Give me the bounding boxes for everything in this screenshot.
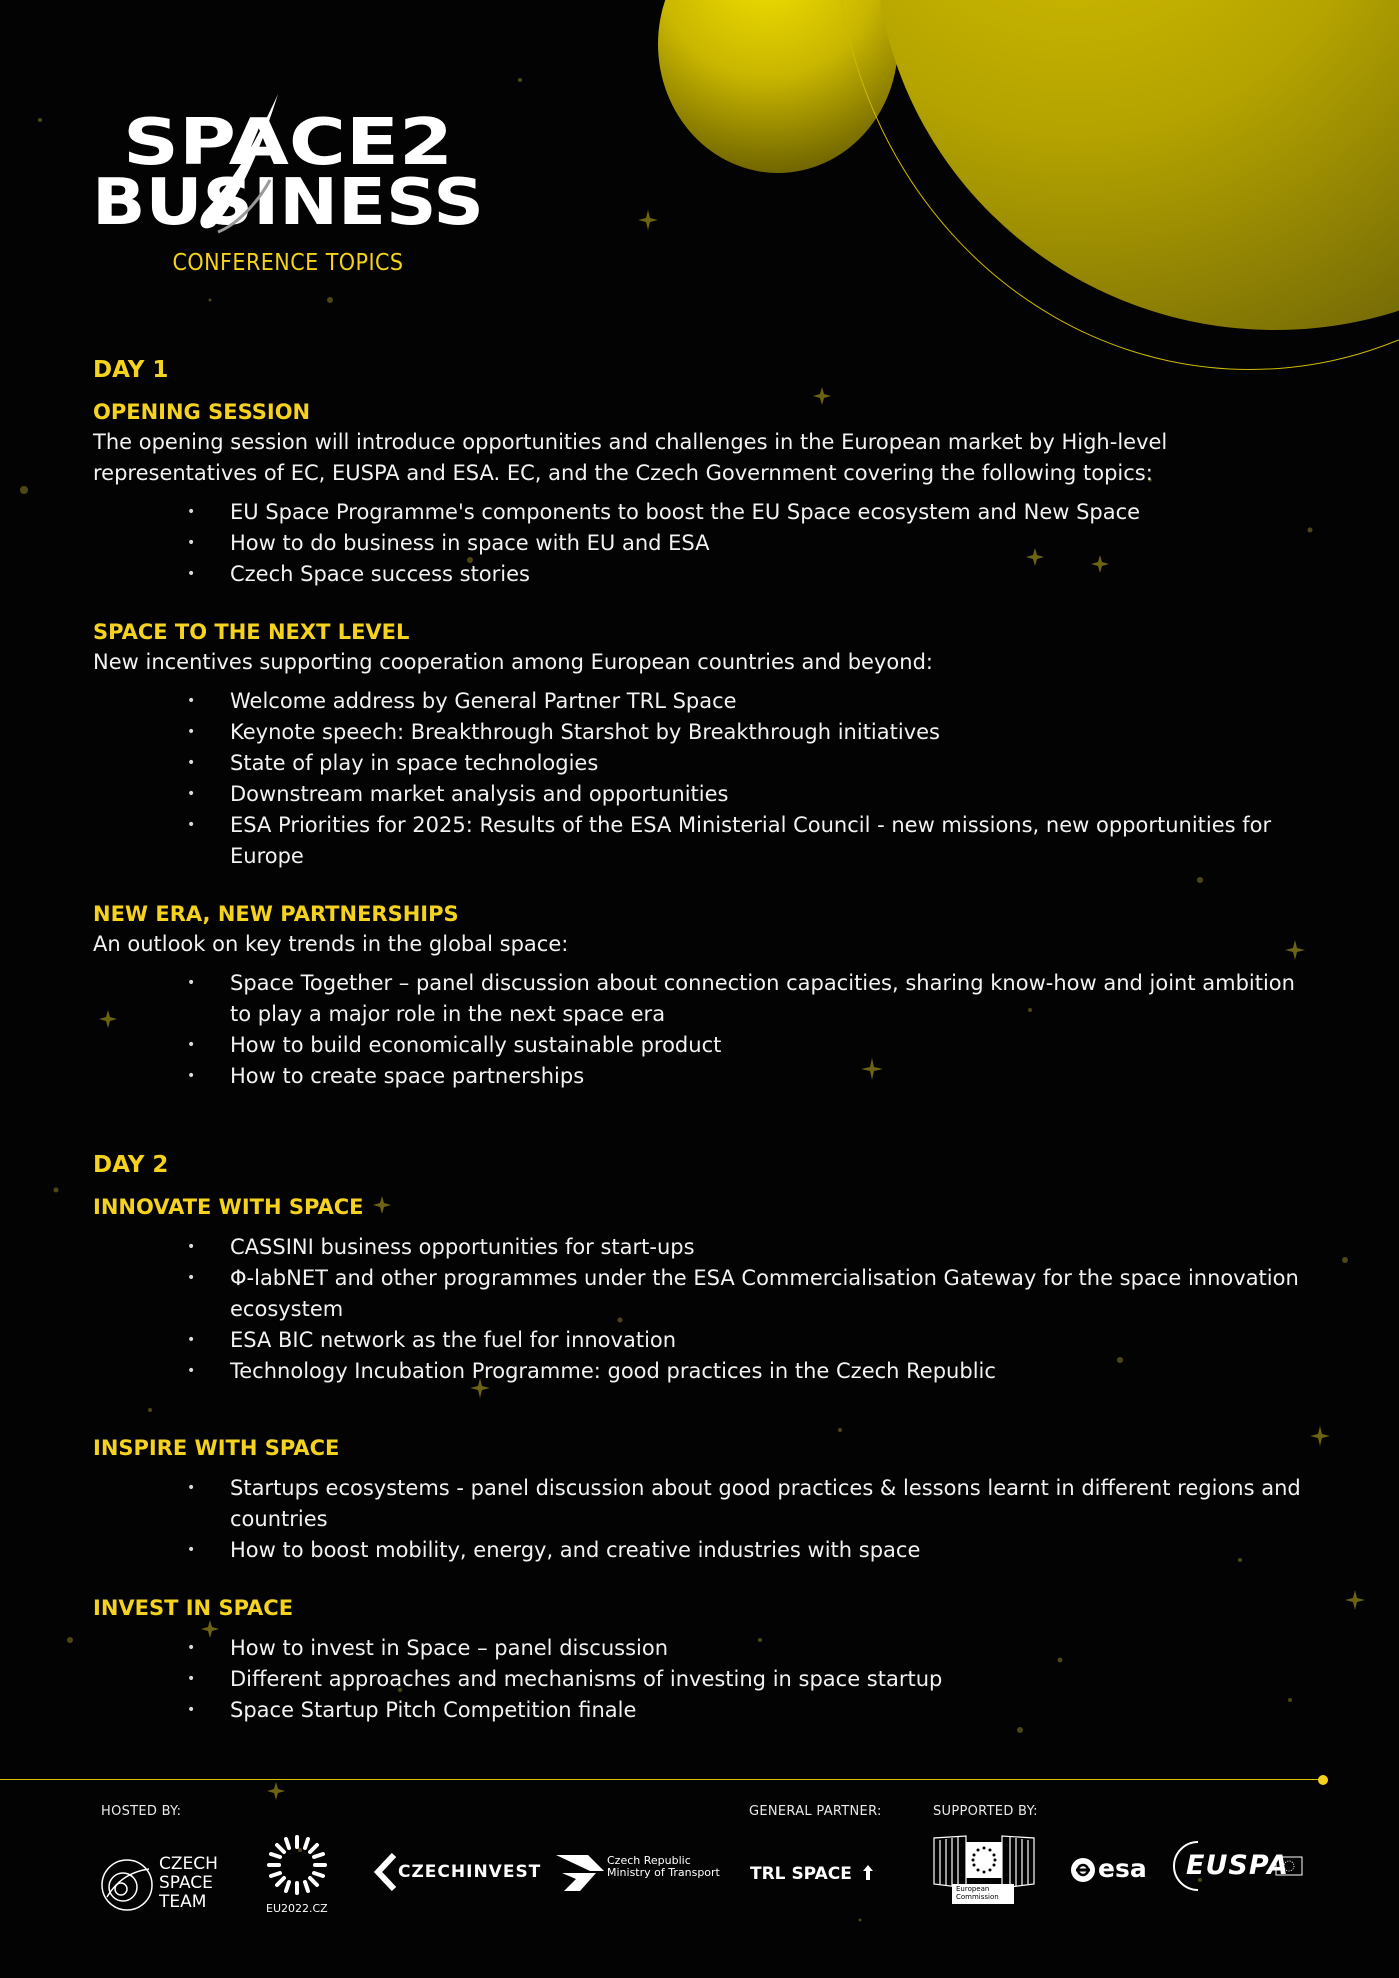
czechinvest-label: CZECHINVEST: [398, 1862, 542, 1882]
section-opening-session: [93, 397, 1323, 590]
topic-list: [93, 1232, 1323, 1387]
ministry-line-1: Czech Republic: [607, 1854, 691, 1867]
eu2022-logo: [262, 1832, 332, 1932]
list-item: • How to do business in space with EU and ESA: [230, 528, 1323, 559]
topic-list: [93, 497, 1323, 590]
list-item: • Startups ecosystems - panel discussion about good practices & lessons learnt in different regions and countries: [230, 1473, 1323, 1535]
cst-word: SPACE: [159, 1873, 213, 1893]
section-invest-in-space: [93, 1593, 1323, 1726]
ministry-of-transport-logo: [556, 1853, 726, 1897]
day-1: [93, 355, 1323, 1092]
list-item: • Welcome address by General Partner TRL Space: [230, 686, 1323, 717]
ec-line-1: European: [956, 1885, 990, 1893]
list-item: • How to invest in Space – panel discussion: [230, 1633, 1323, 1664]
list-item: • How to build economically sustainable product: [230, 1030, 1323, 1061]
list-item: • Technology Incubation Programme: good practices in the Czech Republic: [230, 1356, 1323, 1387]
section-intro: New incentives supporting cooperation among European countries and beyond:: [93, 650, 933, 674]
footer-divider-dot: [1318, 1775, 1328, 1785]
cst-word: CZECH: [159, 1854, 218, 1874]
euspa-label: EUSPA: [1186, 1850, 1290, 1881]
section-title: NEW ERA, NEW PARTNERSHIPS: [93, 902, 459, 926]
list-item: • State of play in space technologies: [230, 748, 1323, 779]
topic-list: [93, 968, 1323, 1092]
list-item: • ESA BIC network as the fuel for innovation: [230, 1325, 1323, 1356]
list-item: • Keynote speech: Breakthrough Starshot by Breakthrough initiatives: [230, 717, 1323, 748]
section-title: INSPIRE WITH SPACE: [93, 1436, 340, 1460]
trl-space-logo: [750, 1861, 890, 1887]
section-title: INVEST IN SPACE: [93, 1596, 294, 1620]
hosted-by-label: HOSTED BY:: [101, 1804, 182, 1819]
trl-arrow-icon: [861, 1864, 875, 1882]
logo-line-2: BUSINESS: [92, 166, 484, 240]
eu2022-sunburst-icon: [264, 1832, 330, 1898]
cst-orbit-icon: [99, 1857, 155, 1913]
trl-space-label: TRL SPACE: [750, 1864, 852, 1884]
czech-space-team-logo: [99, 1855, 234, 1915]
space2business-logo: [88, 92, 488, 242]
list-item: • Different approaches and mechanisms of investing in space startup: [230, 1664, 1323, 1695]
section-space-to-next-level: [93, 617, 1323, 872]
cst-word: TEAM: [159, 1892, 207, 1912]
european-commission-logo: [932, 1834, 1036, 1904]
czechinvest-logo: [374, 1853, 542, 1893]
euspa-logo: [1172, 1840, 1306, 1892]
conference-topics-subtitle: CONFERENCE TOPICS: [172, 250, 404, 276]
ec-line-2: Commission: [956, 1893, 999, 1901]
day-heading: DAY 2: [93, 1152, 169, 1178]
day-heading: DAY 1: [93, 357, 169, 383]
day-2: [93, 1150, 1323, 1726]
ministry-line-2: Ministry of Transport: [607, 1866, 720, 1879]
conference-program: [93, 355, 1323, 1726]
supported-by-label: SUPPORTED BY:: [933, 1804, 1038, 1819]
list-item: • ESA Priorities for 2025: Results of the ESA Ministerial Council - new missions, new opportunities for Europe: [230, 810, 1323, 872]
topic-list: [93, 1633, 1323, 1726]
general-partner-label: GENERAL PARTNER:: [749, 1804, 882, 1819]
section-new-era-partnerships: [93, 899, 1323, 1092]
section-intro: An outlook on key trends in the global space:: [93, 932, 569, 956]
list-item: • Φ-labNET and other programmes under the ESA Commercialisation Gateway for the space innovation ecosystem: [230, 1263, 1323, 1325]
topic-list: [93, 686, 1323, 872]
list-item: • How to create space partnerships: [230, 1061, 1323, 1092]
esa-label: esa: [1098, 1854, 1147, 1883]
logo-line-1: SPACE2: [123, 106, 453, 180]
eu2022-label: EU2022.CZ: [266, 1902, 328, 1915]
footer-divider: [0, 1779, 1322, 1780]
esa-logo: [1070, 1853, 1150, 1887]
list-item: • Space Startup Pitch Competition finale: [230, 1695, 1323, 1726]
section-title: OPENING SESSION: [93, 400, 311, 424]
section-intro: The opening session will introduce opportunities and challenges in the European market by High-level representatives of EC, EUSPA and ESA. EC, and the Czech Government covering the following topics:: [93, 430, 1168, 485]
list-item: • CASSINI business opportunities for start-ups: [230, 1232, 1323, 1263]
list-item: • Space Together – panel discussion about connection capacities, sharing know-how and joint ambition to play a major role in the next space era: [230, 968, 1323, 1030]
list-item: • Downstream market analysis and opportunities: [230, 779, 1323, 810]
section-innovate-with-space: [93, 1192, 1323, 1387]
topic-list: [93, 1473, 1323, 1566]
ministry-arrow-icon: [556, 1853, 606, 1893]
list-item: • Czech Space success stories: [230, 559, 1323, 590]
czechinvest-chevron-icon: [374, 1853, 396, 1891]
esa-emblem-icon: [1070, 1857, 1096, 1883]
section-inspire-with-space: [93, 1433, 1323, 1566]
section-title: INNOVATE WITH SPACE: [93, 1195, 364, 1219]
list-item: • EU Space Programme's components to boost the EU Space ecosystem and New Space: [230, 497, 1323, 528]
list-item: • How to boost mobility, energy, and creative industries with space: [230, 1535, 1323, 1566]
section-title: SPACE TO THE NEXT LEVEL: [93, 620, 410, 644]
